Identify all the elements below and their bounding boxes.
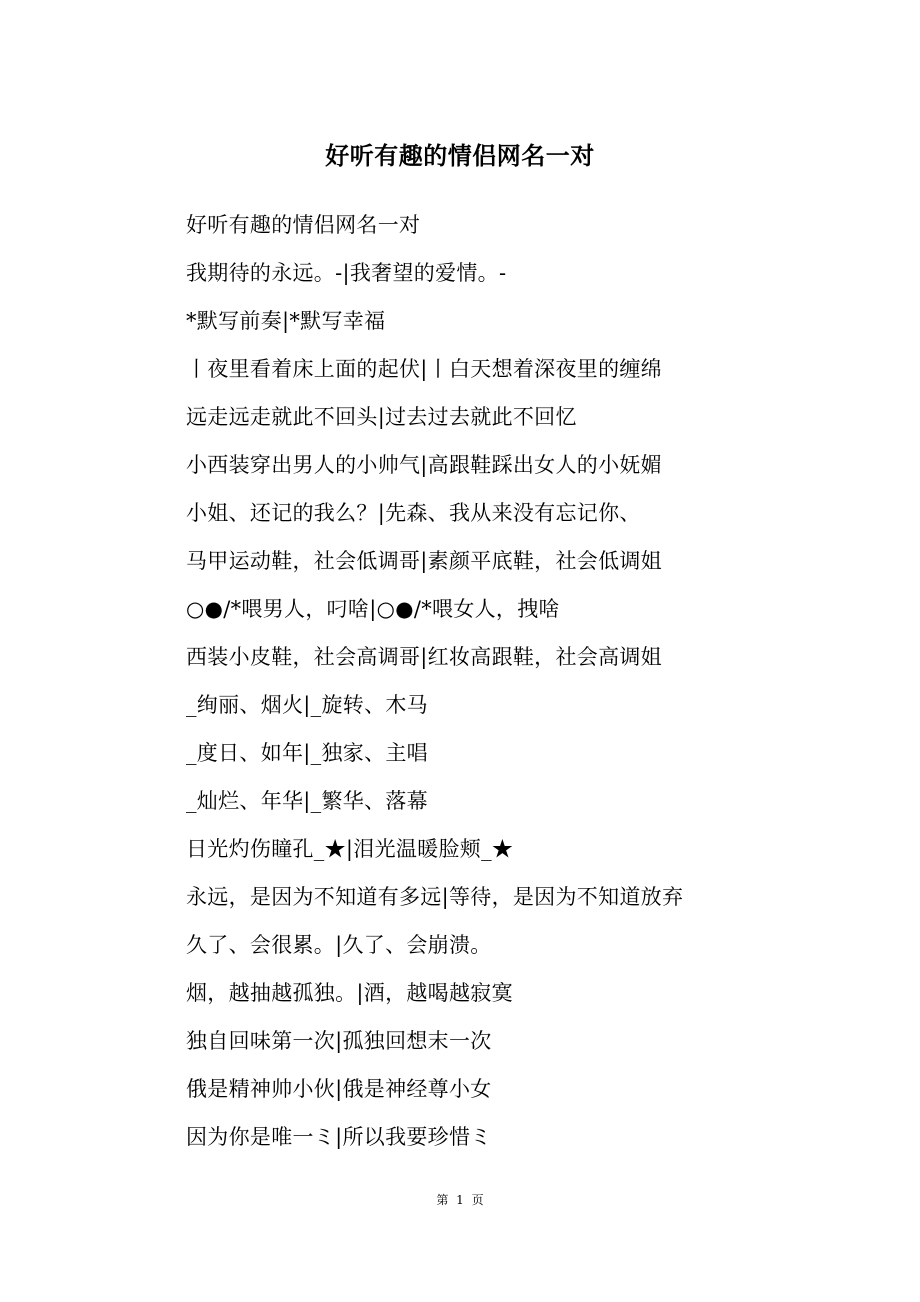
- text-line: *默写前奏|*默写幸福: [186, 309, 386, 333]
- document-title: 好听有趣的情侣网名一对: [325, 142, 595, 170]
- text-line: 日光灼伤瞳孔_★|泪光温暖脸颊_★: [186, 837, 514, 861]
- text-line: 小姐、还记的我么？|先森、我从来没有忘记你、: [186, 501, 641, 525]
- text-line: 烟，越抽越孤独。|酒，越喝越寂寞: [186, 981, 513, 1005]
- page-footer: [0, 1190, 920, 1210]
- text-line: 永远，是因为不知道有多远|等待，是因为不知道放弃: [186, 885, 684, 909]
- text-line: 独自回味第一次|孤独回想末一次: [186, 1029, 492, 1053]
- footer-suffix: 页: [471, 1193, 484, 1207]
- text-line: 我期待的永远。-|我奢望的爱情。-: [186, 261, 507, 285]
- text-line: 丨夜里看着床上面的起伏|丨白天想着深夜里的缠绵: [186, 357, 662, 381]
- text-line: ○●/*喂男人，叼啥|○●/*喂女人，拽啥: [186, 597, 560, 621]
- text-line: 西装小皮鞋，社会高调哥|红妆高跟鞋，社会高调姐: [186, 645, 662, 669]
- text-line: 马甲运动鞋，社会低调哥|素颜平底鞋，社会低调姐: [186, 549, 662, 573]
- text-line: 俄是精神帅小伙|俄是神经尊小女: [186, 1077, 492, 1101]
- text-line: 远走远走就此不回头|过去过去就此不回忆: [186, 405, 577, 429]
- text-line: _灿烂、年华|_繁华、落幕: [186, 789, 428, 813]
- text-line: 因为你是唯一ミ|所以我要珍惜ミ: [186, 1125, 492, 1149]
- text-line: 好听有趣的情侣网名一对: [186, 213, 421, 237]
- text-line: 小西装穿出男人的小帅气|高跟鞋踩出女人的小妩媚: [186, 453, 662, 477]
- body-text: [186, 208, 786, 1168]
- page-number: 1: [456, 1193, 464, 1207]
- footer-prefix: 第: [436, 1193, 449, 1207]
- text-line: 久了、会很累。|久了、会崩溃。: [186, 933, 492, 957]
- text-line: _绚丽、烟火|_旋转、木马: [186, 693, 428, 717]
- text-line: _度日、如年|_独家、主唱: [186, 741, 428, 765]
